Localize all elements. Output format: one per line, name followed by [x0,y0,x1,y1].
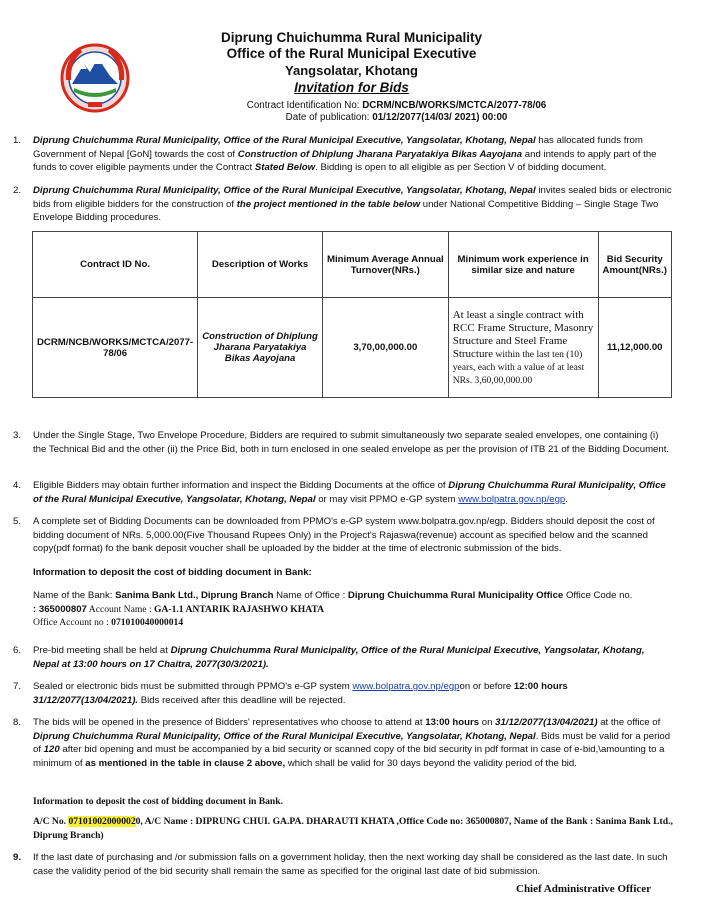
clause-8 [13,716,673,770]
account-name-label: Account Name : [86,603,155,615]
clause-number: 7. [13,681,22,692]
table-header: Minimum work experience in similar size and nature [448,232,598,298]
bank-value: Sanima Bank Ltd., Diprung Branch [115,590,274,601]
office-location: Yangsolatar, Khotang [285,63,418,78]
clause-text: 12:00 hours [513,681,568,692]
clause-number: 2. [13,185,22,196]
publication-value: 01/12/2077(14/03/ 2021) 00:00 [372,112,508,123]
bolpatra-link[interactable]: www.bolpatra.gov.np/egp [352,681,460,692]
clause-text: Eligible Bidders may obtain further information and inspect the Bidding Documents at the office of [33,480,449,491]
clause-3 [13,429,673,456]
table-header: Bid Security Amount(NRs.) [598,232,671,298]
clause-text: Diprung Chuichumma Rural Municipality, Office of the Rural Municipal Executive, Yangsolatar, Khotang, Nepal [33,480,666,505]
clause-text: after bid opening and must be accompanied by a bid security or scanned copy of the bid security in pdf format in case of e-bid,\amounting to a minimum of [33,744,665,769]
account-no-label: Office Account no : [33,617,112,629]
clause-4 [13,479,673,506]
account-number-highlighted: 07101002000002 [68,816,136,827]
table-header: Minimum Average Annual Turnover(NRs.) [322,232,448,298]
clause-text: Diprung Chuichumma Rural Municipality, Office of the Rural Municipal Executive, Yangsolatar, Khotang, Nepal [33,185,536,196]
clause-text: and intends to apply part of the funds to cover eligible payments under the Contract [33,148,657,174]
clause-1 [13,134,673,175]
office-value: Diprung Chuichumma Rural Municipality Office [347,590,564,601]
clause-text: 31/12/2077(13/04/2021). [33,694,139,706]
clause-5 [13,515,673,556]
clause-2 [13,184,673,225]
contracts-table [32,231,672,398]
clause-number: 6. [13,645,22,656]
office-name: Office of the Rural Municipal Executive [226,46,477,61]
table-header: Description of Works [198,232,323,298]
clause-text: Construction of Dhiplung Jharana Paryatakiya Bikas Aayojana [237,148,523,160]
bid-security-cell: 11,12,000.00 [598,298,671,398]
clause-text: Diprung Chuichumma Rural Municipality, Office of the Rural Municipal Executive, Yangsolatar, Khotang, Nepal at 13:00 hours on 17 Chaitra, 2077(30/3/2021). [33,645,645,670]
clause-text: Diprung Chuichumma Rural Municipality, Office of the Rural Municipal Executive, Yangsolatar, Khotang, Nepal [33,135,536,146]
clause-text: The bids will be opened in the presence of Bidders' representatives who choose to attend at [33,717,426,728]
clause-text: as mentioned in the table in clause 2 above, [85,757,286,769]
contract-id-label: Contract Identification No: [246,100,363,111]
contract-id-value: DCRM/NCB/WORKS/MCTCA/2077-78/06 [362,100,547,111]
bank-label: Name of the Bank: [33,590,116,601]
bank-info-details-2 [33,815,673,842]
clause-text: has allocated funds from Government of Nepal [GoN] towards the cost of [33,135,643,160]
account-number-tail: 0 [135,816,141,827]
account-no-value: 071010040000014 [111,617,184,629]
account-name-value: GA-1.1 ANTARIK RAJASHWO KHATA [154,603,325,615]
clause-9 [13,851,673,878]
publication-date [45,112,703,123]
clause-text: Sealed or electronic bids must be submitted through PPMO's e-GP system [33,681,353,692]
clause-number: 5. [13,516,22,527]
clause-text: . [565,493,568,505]
clause-text: on [479,717,496,728]
description-cell: Construction of Dhiplung Jharana Paryatakiya Bikas Aayojana [198,298,323,398]
clause-number: 4. [13,480,22,491]
table-header-row [33,232,672,298]
clause-number: 1. [13,135,22,146]
office-code-label: Office Code no. [563,590,633,601]
clause-text: invites sealed bids or electronic bids from eligible bidders for the construction of [33,185,672,210]
clause-text: . Bidding is open to all eligible as per Section V of bidding document. [315,162,607,174]
account-label: A/C No. [33,816,69,827]
clause-text: 13:00 hours [425,717,480,728]
bolpatra-link[interactable]: www.bolpatra.gov.np/egp [458,493,566,505]
contract-id-cell: DCRM/NCB/WORKS/MCTCA/2077-78/06 [33,298,198,398]
table-header: Contract ID No. [33,232,198,298]
clause-text: Under the Single Stage, Two Envelope Procedure, Bidders are required to submit simultaneously two separate sealed envelopes, one containing (i) the Technical Bid and the other (ii) the Price Bid, both in turn enclosed in one sealed envelope as per the provision of ITB 21 of the Bidding Document. [33,430,670,455]
experience-text: within the last ten (10) years, each with a value of at least NRs. 3,60,00,000.00 [452,348,585,386]
clause-number: 9. [13,852,22,863]
clause-text: Diprung Chuichumma Rural Municipality, Office of the Rural Municipal Executive, Yangsolatar, Khotang, Nepal [33,730,536,742]
clause-text: under National Competitive Bidding – Single Stage Two Envelope Bidding procedures. [33,198,659,224]
office-label: Name of Office : [273,590,348,601]
publication-label: Date of publication: [285,112,373,123]
clause-text: Stated Below [254,162,316,174]
municipality-name: Diprung Chuichumma Rural Municipality [220,30,482,45]
experience-cell [448,298,598,398]
turnover-cell: 3,70,00,000.00 [322,298,448,398]
clause-text: or may visit PPMO e-GP system [315,493,459,505]
clause-text: on or before [459,681,514,692]
clause-text: 120 [43,744,60,756]
clause-number: 3. [13,430,22,441]
table-row [33,298,672,398]
page-title: Invitation for Bids [294,80,409,95]
bank-info-heading: Information to deposit the cost of bidding document in Bank: [33,567,312,578]
clause-text: If the last date of purchasing and /or submission falls on a government holiday, then the next working day shall be considered as the last date. In such case the validity period of the bid security shall remain the same as specified for the original last date of bid submission. [33,852,668,877]
signature-title: Chief Administrative Officer [516,883,652,895]
clause-text: the project mentioned in the table below [236,198,421,210]
experience-text: At least a single contract with RCC Frame Structure, Masonry Structure and Steel Frame Structure [452,308,594,360]
contract-identification [45,100,703,111]
bank-info-heading-2: Information to deposit the cost of bidding document in Bank. [33,796,284,807]
account-details: , A/C Name : DIPRUNG CHUI. GA.PA. DHARAUTI KHATA ,Office Code no: 365000807, Name of the Bank : Sanima Bank Ltd., Diprung Branch) [33,816,673,841]
clause-7 [13,680,673,707]
clause-text: at the office of [597,717,661,728]
clause-text: 31/12/2077(13/04/2021) [495,717,598,728]
clause-6 [13,644,673,671]
clause-text: . Bids must be valid for a period of [33,730,671,756]
clause-text: which shall be valid for 30 days beyond the validity period of the bid. [285,757,577,769]
clause-text: Bids received after this deadline will be rejected. [138,694,346,706]
bank-info-details [33,589,673,630]
office-code-value: : 365000807 [33,603,87,615]
clause-text: Pre-bid meeting shall be held at [33,645,171,656]
clause-text: A complete set of Bidding Documents can be downloaded from PPMO's e-GP system www.bolpatra.gov.np/egp. Bidders should deposit the cost of bidding document of NRs. 5,000.00(Five Thousand Rupees Only) in the Project's Rajaswa(revenue) account as specified below and the scanned copy(pdf format) fo the bank deposit voucher shall be uploaded by the bidder at the time of electronic submission of the bids. [33,516,655,555]
clause-number: 8. [13,717,22,728]
